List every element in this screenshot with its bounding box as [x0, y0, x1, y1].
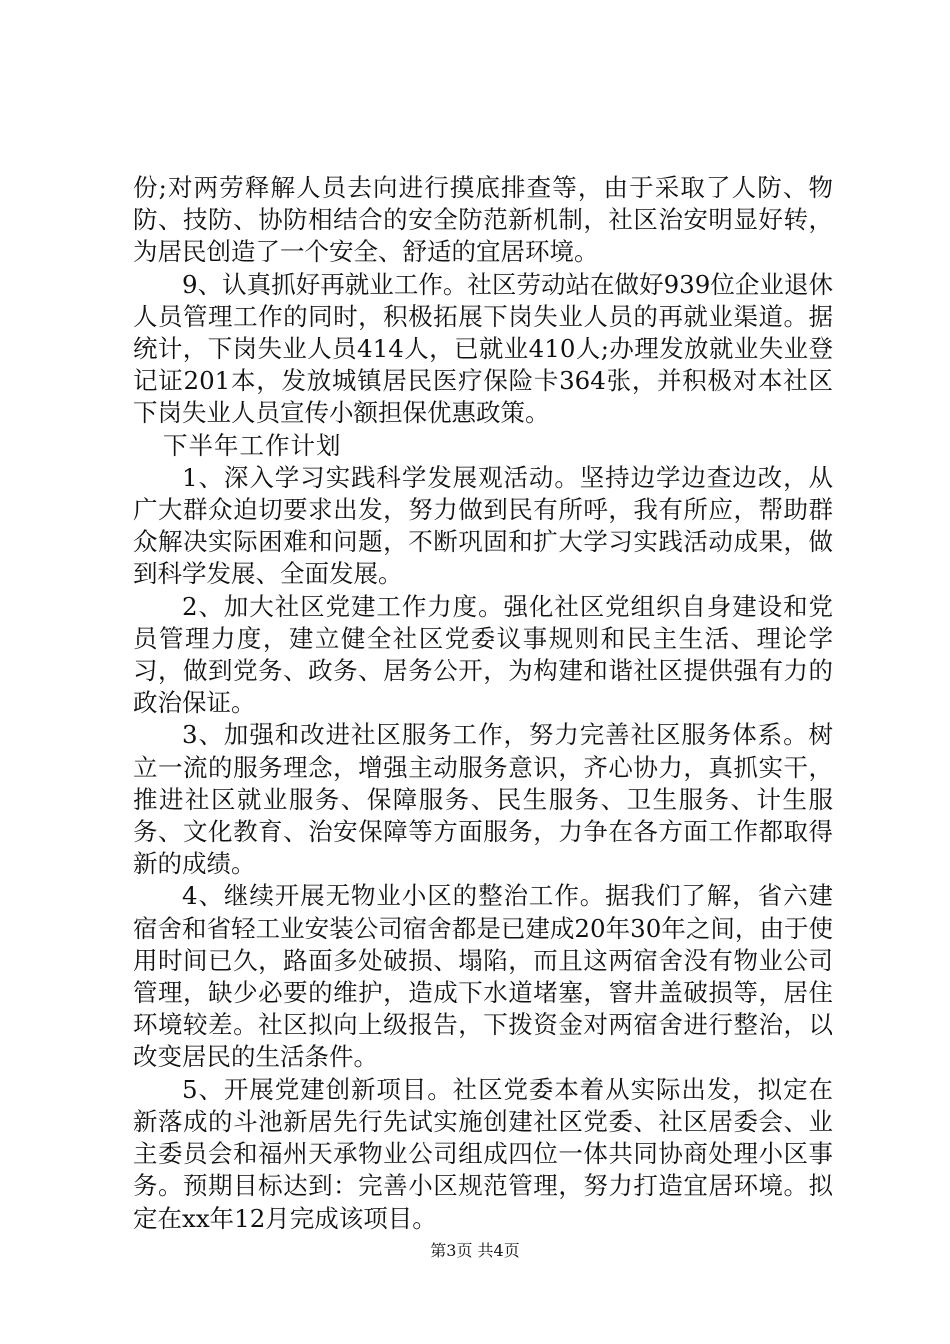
- paragraph-continuation: 份;对两劳释解人员去向进行摸底排查等，由于采取了人防、物防、技防、协防相结合的安全防范新机制，社区治安明显好转，为居民创造了一个安全、舒适的宜居环境。: [133, 173, 833, 267]
- paragraph-item-9: 9、认真抓好再就业工作。社区劳动站在做好939位企业退休人员管理工作的同时，积极拓展下岗失业人员的再就业渠道。据统计，下岗失业人员414人，已就业410人;办理发放就业失业登记证201本，发放城镇居民医疗保险卡364张，并积极对本社区下岗失业人员宣传小额担保优惠政策。: [133, 269, 833, 428]
- paragraph-plan-3: 3、加强和改进社区服务工作，努力完善社区服务体系。树立一流的服务理念，增强主动服务意识，齐心协力，真抓实干，推进社区就业服务、保障服务、民生服务、卫生服务、计生服务、文化教育、治安保障等方面服务，力争在各方面工作都取得新的成绩。: [133, 720, 833, 879]
- paragraph-plan-2: 2、加大社区党建工作力度。强化社区党组织自身建设和党员管理力度，建立健全社区党委议事规则和民主生活、理论学习，做到党务、政务、居务公开，为构建和谐社区提供强有力的政治保证。: [133, 591, 833, 718]
- paragraph-plan-4: 4、继续开展无物业小区的整治工作。据我们了解，省六建宿舍和省轻工业安装公司宿舍都是已建成20年30年之间，由于使用时间已久，路面多处破损、塌陷，而且这两宿舍没有物业公司管理，缺少必要的维护，造成下水道堵塞，窨井盖破损等，居住环境较差。社区拟向上级报告，下拨资金对两宿舍进行整治，以改变居民的生活条件。: [133, 881, 833, 1072]
- paragraph-plan-1: 1、深入学习实践科学发展观活动。坚持边学边查边改，从广大群众迫切要求出发，努力做到民有所呼，我有所应，帮助群众解决实际困难和问题，不断巩固和扩大学习实践活动成果，做到科学发展、全面发展。: [133, 462, 833, 589]
- paragraph-plan-5: 5、开展党建创新项目。社区党委本着从实际出发，拟定在新落成的斗池新居先行先试实施创建社区党委、社区居委会、业主委员会和福州天承物业公司组成四位一体共同协商处理小区事务。预期目标达到：完善小区规范管理，努力打造宜居环境。拟定在xx年12月完成该项目。: [133, 1074, 833, 1233]
- document-body: [133, 172, 833, 1235]
- section-heading: 下半年工作计划: [163, 430, 342, 460]
- page-number-footer: 第3页 共4页: [430, 1241, 520, 1260]
